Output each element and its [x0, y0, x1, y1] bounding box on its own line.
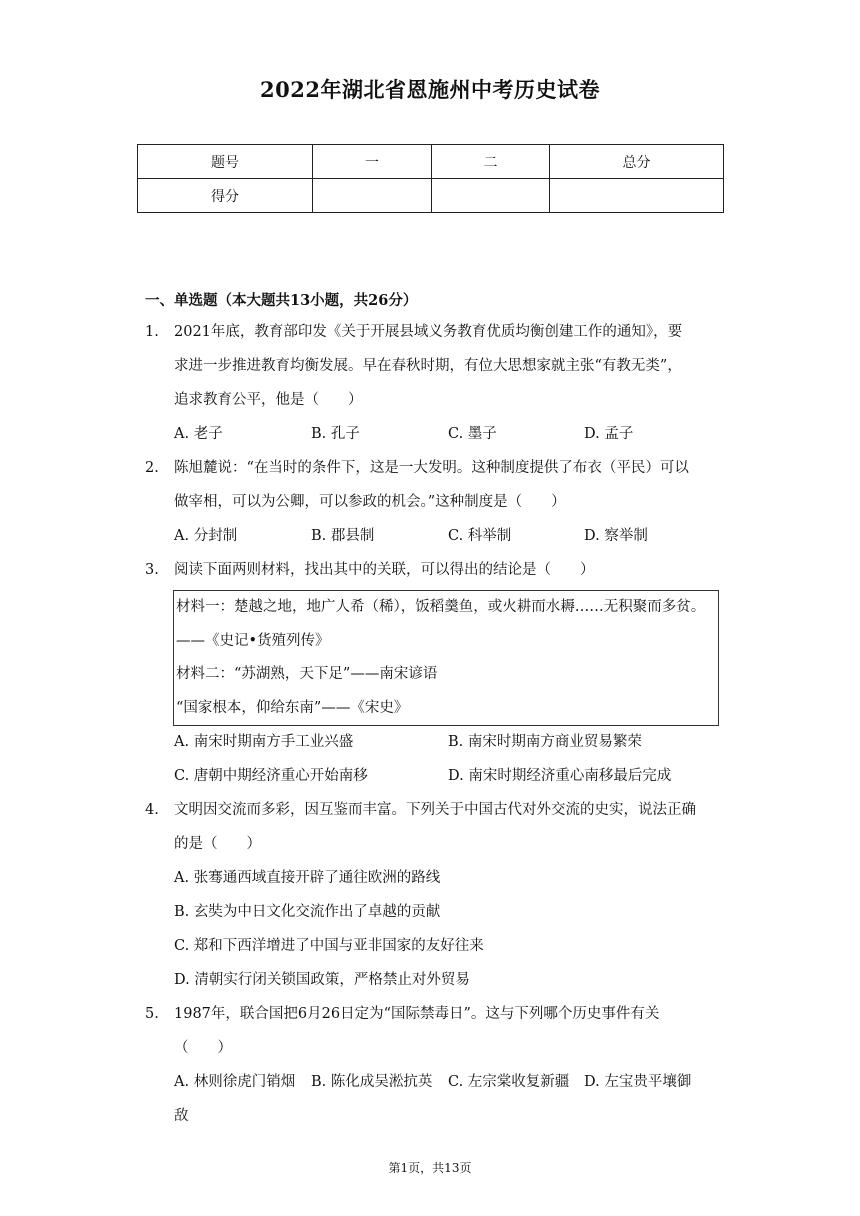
table-cell: 二 [432, 145, 550, 179]
table-cell: 得分 [138, 179, 313, 213]
option-d-continuation: 敌 [174, 1108, 189, 1124]
question-line: 阅读下面两则材料，找出其中的关联，可以得出的结论是（ ） [174, 562, 595, 578]
question-line: 2021年底，教育部印发《关于开展县域义务教育优质均衡创建工作的通知》，要 [174, 324, 683, 340]
option-wrap-line [174, 1099, 734, 1133]
table-cell [313, 179, 432, 213]
question-line: 做宰相，可以为公卿，可以参政的机会。”这种制度是（ ） [174, 494, 566, 510]
table-cell [550, 179, 724, 213]
material-line: 材料二：“苏湖熟，天下足”——南宋谚语 [176, 666, 438, 682]
options-row [174, 725, 734, 759]
question-number: 5. [145, 1006, 159, 1022]
options-row [174, 759, 734, 793]
material-line: ——《史记•货殖列传》 [176, 632, 330, 649]
page-title: 2022年湖北省恩施州中考历史试卷 [260, 77, 600, 102]
option-c[interactable]: C. 唐朝中期经济重心开始南移 [174, 768, 368, 784]
option-a[interactable]: A. 南宋时期南方手工业兴盛 [174, 734, 354, 750]
question-line: 1987年，联合国把6月26日定为“国际禁毒日”。这与下列哪个历史事件有关 [174, 1006, 660, 1022]
option-a[interactable]: A. 林则徐虎门销烟 [174, 1074, 296, 1090]
option-a[interactable]: A. 张骞通西域直接开辟了通往欧洲的路线 [174, 870, 441, 886]
question-number: 1. [145, 324, 159, 340]
score-table-header-row [138, 145, 724, 179]
page-footer: 第1页，共13页 [388, 1161, 472, 1175]
option-b[interactable]: B. 孔子 [311, 426, 360, 442]
material-line: “国家根本，仰给东南”——《宋史》 [176, 699, 409, 716]
option-c[interactable]: C. 左宗棠收复新疆 [448, 1074, 570, 1090]
question-number: 4. [145, 802, 159, 818]
score-table-score-row [138, 179, 724, 213]
material-box [173, 590, 719, 726]
table-cell: 题号 [138, 145, 313, 179]
option-d[interactable]: D. 清朝实行闭关锁国政策，严格禁止对外贸易 [174, 972, 470, 988]
table-cell [432, 179, 550, 213]
options-row [174, 519, 734, 553]
option-b[interactable]: B. 陈化成吴淞抗英 [311, 1074, 433, 1090]
question-line: 的是（ ） [174, 836, 261, 852]
question-line: 陈旭麓说：“在当时的条件下，这是一大发明。这种制度提供了布衣（平民）可以 [174, 460, 689, 476]
table-cell: 总分 [550, 145, 724, 179]
table-cell: 一 [313, 145, 432, 179]
question-line: （ ） [174, 1040, 232, 1056]
score-table [137, 144, 724, 213]
option-c[interactable]: C. 墨子 [448, 426, 497, 442]
options-row [174, 895, 734, 929]
section-heading: 一、单选题（本大题共13小题，共26分） [145, 292, 418, 309]
option-d[interactable]: D. 南宋时期经济重心南移最后完成 [448, 768, 672, 784]
question-line: 求进一步推进教育均衡发展。早在春秋时期，有位大思想家就主张“有教无类”， [174, 358, 682, 374]
option-c[interactable]: C. 科举制 [448, 528, 512, 544]
options-row [174, 417, 734, 451]
option-d[interactable]: D. 察举制 [584, 528, 648, 544]
option-b[interactable]: B. 玄奘为中日文化交流作出了卓越的贡献 [174, 904, 441, 920]
question-number: 3. [145, 562, 159, 578]
options-row [174, 963, 734, 997]
option-a[interactable]: A. 老子 [174, 426, 223, 442]
options-row [174, 861, 734, 895]
material-line: 材料一：楚越之地，地广人希（稀），饭稻羹鱼，或火耕而水耨……无积聚而多贫。 [176, 599, 706, 615]
option-b[interactable]: B. 南宋时期南方商业贸易繁荣 [448, 734, 642, 750]
options-row [174, 929, 734, 963]
question-line: 文明因交流而多彩，因互鉴而丰富。下列关于中国古代对外交流的史实，说法正确 [174, 802, 696, 818]
option-c[interactable]: C. 郑和下西洋增进了中国与亚非国家的友好往来 [174, 938, 484, 954]
option-b[interactable]: B. 郡县制 [311, 528, 375, 544]
option-d[interactable]: D. 左宝贵平壤御 [584, 1074, 692, 1090]
question-line: 追求教育公平，他是（ ） [174, 392, 363, 408]
option-a[interactable]: A. 分封制 [174, 528, 238, 544]
options-row [174, 1065, 734, 1099]
question-number: 2. [145, 460, 159, 476]
option-d[interactable]: D. 孟子 [584, 426, 634, 442]
